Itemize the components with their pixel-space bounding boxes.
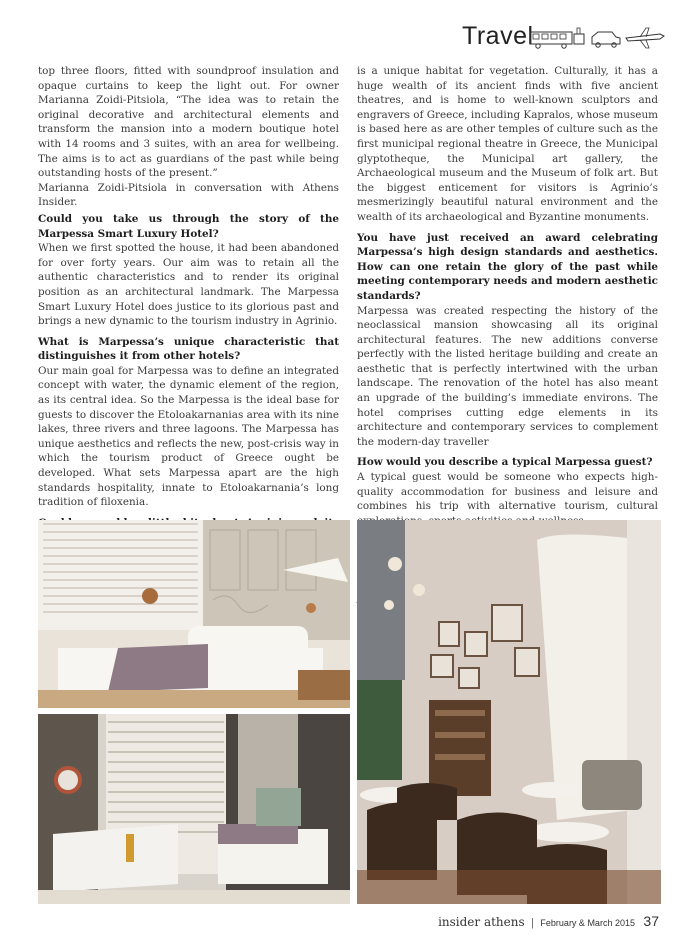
paragraph: top three floors, fitted with soundproof insulation and opaque curtains to keep the light out. For owner Marianna Zoidi-Pitsiola, “The idea was to retain the original decorative and architectural elements and transform the mansion into a modern boutique hotel with 14 rooms and 3 suites, with an area for wellbeing. The aims is to act as guardians of the past while being outstanding hosts of the present.”	[38, 65, 339, 180]
issue-date: February & March 2015	[540, 918, 635, 928]
section-title: Travel	[462, 22, 534, 50]
photo-lounge	[357, 520, 661, 904]
paragraph: Our main goal for Marpessa was to define an integrated concept with water, the dynamic element of the region, as its central idea. So the Marpessa is the ideal base for guests to discover the Etoloakarnanias area with its nine lakes, three rivers and three lagoons. The Marpessa has unique aesthetics and reflects the new, post-crisis way in which the tourism product of Greece ought be developed. What sets Marpessa apart are the high standards hospitality, innate to Etoloakarnania’s long tradition of filoxenia.	[38, 364, 339, 509]
interview-question: Could you take us through the story of the Marpessa Smart Luxury Hotel?	[38, 212, 339, 240]
page-number: 37	[643, 913, 659, 929]
page-footer	[438, 913, 659, 931]
paragraph: Marpessa was created respecting the history of the neoclassical mansion showcasing all its original architectural features. The new additions converse perfectly with the listed heritage building and create an aesthetic that is perfectly intertwined with the urban landscape. The renovation of the hotel has also meant an upgrade of the building’s immediate environs. The hotel comprises cutting edge elements in its architecture and contemporary services to complement the modern-day traveller	[357, 304, 658, 448]
travel-vehicles-icon	[528, 22, 668, 52]
interview-question: What is Marpessa’s unique characteristic that distinguishes it from other hotels?	[38, 335, 339, 363]
photo-bedroom-wallpaper	[38, 520, 350, 708]
paragraph: When we first spotted the house, it had been abandoned for over forty years. Our aim was to retain all the authentic characteristics and to render its original position as an architectural landmark. The Marpessa Smart Luxury Hotel does justice to its glorious past and brings a new dynamic to the tourism industry in Agrinio.	[38, 242, 339, 328]
paragraph: Marianna Zoidi-Pitsiola in conversation with Athens Insider.	[38, 181, 339, 209]
photo-bedroom-blinds	[38, 714, 350, 904]
paragraph: is a unique habitat for vegetation. Culturally, it has a huge wealth of its ancient finds with five ancient theatres, and is home to well-known sculptors and engravers of Greece, including Kapralos, whose museum is based here as are other temples of culture such as the first municipal regional theatre in Greece, the Municipal glyptotheque, the Municipal art gallery, the Archaeological museum and the Museum of folk art. But the biggest enticement for visitors is Agrinio’s mesmerizingly beautiful natural environment and the wealth of its archaeological and Byzantine monuments.	[357, 65, 658, 223]
interview-question: You have just received an award celebrating Marpessa’s high design standards and aesthetics. How can one retain the glory of the past while meeting contemporary needs and modern aesthetic standards?	[357, 231, 658, 302]
magazine-name: insider athens	[438, 915, 525, 929]
interview-question: How would you describe a typical Marpessa guest?	[357, 456, 653, 469]
footer-separator: |	[531, 917, 534, 929]
paragraph: A typical guest would be someone who expects high-quality accommodation for business and leisure and combines his trip with alternative tourism, cultural	[357, 471, 658, 513]
